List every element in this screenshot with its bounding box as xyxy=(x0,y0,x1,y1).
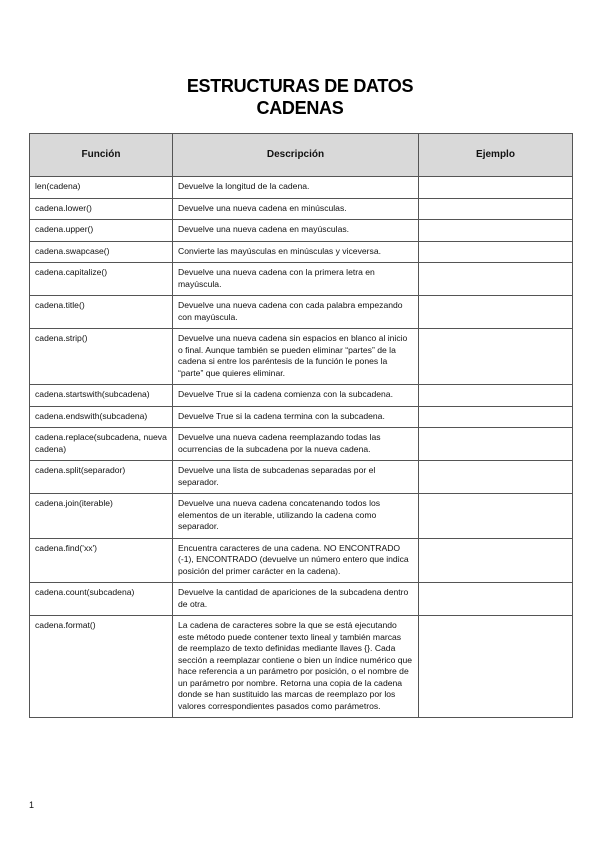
description-cell: Devuelve una nueva cadena con la primera letra en mayúscula. xyxy=(173,263,419,296)
description-cell: Devuelve una nueva cadena reemplazando todas las ocurrencias de la subcadena por la nueva cadena. xyxy=(173,428,419,461)
title-line-1: ESTRUCTURAS DE DATOS xyxy=(186,76,414,96)
example-cell xyxy=(419,616,573,718)
table-row xyxy=(30,494,573,539)
function-cell: cadena.title() xyxy=(30,296,173,329)
function-cell: cadena.endswith(subcadena) xyxy=(30,406,173,428)
description-cell: Devuelve una nueva cadena sin espacios en blanco al inicio o final. Aunque también se pueden eliminar “partes” de la cadena si entre los paréntesis de la función le pones la “parte” que quieres eliminar. xyxy=(173,329,419,385)
function-cell: cadena.swapcase() xyxy=(30,241,173,263)
function-cell: cadena.lower() xyxy=(30,198,173,220)
example-cell xyxy=(419,329,573,385)
table-row xyxy=(30,329,573,385)
function-cell: cadena.replace(subcadena, nueva cadena) xyxy=(30,428,173,461)
functions-table xyxy=(29,133,573,718)
function-cell: cadena.count(subcadena) xyxy=(30,583,173,616)
description-cell: Devuelve una lista de subcadenas separadas por el separador. xyxy=(173,461,419,494)
table-row xyxy=(30,538,573,583)
page-number: 1 xyxy=(29,800,35,810)
table-row xyxy=(30,583,573,616)
description-cell: Devuelve True si la cadena termina con la subcadena. xyxy=(173,406,419,428)
function-cell: cadena.split(separador) xyxy=(30,461,173,494)
function-cell: cadena.format() xyxy=(30,616,173,718)
function-cell: cadena.capitalize() xyxy=(30,263,173,296)
description-cell: Devuelve una nueva cadena con cada palabra empezando con mayúscula. xyxy=(173,296,419,329)
title-line-2: CADENAS xyxy=(256,98,344,118)
table-row xyxy=(30,263,573,296)
example-cell xyxy=(419,406,573,428)
table-row xyxy=(30,198,573,220)
header-descripcion: Descripción xyxy=(173,134,419,177)
page-title xyxy=(0,75,600,119)
example-cell xyxy=(419,198,573,220)
table-row xyxy=(30,461,573,494)
example-cell xyxy=(419,461,573,494)
example-cell xyxy=(419,583,573,616)
example-cell xyxy=(419,385,573,407)
description-cell: Encuentra caracteres de una cadena. NO ENCONTRADO (-1), ENCONTRADO (devuelve un número entero que indica posición del primer carácter en la cadena). xyxy=(173,538,419,583)
example-cell xyxy=(419,241,573,263)
table-row xyxy=(30,296,573,329)
description-cell: La cadena de caracteres sobre la que se está ejecutando este método puede contener texto lineal y también marcas de reemplazo de texto definidas mediante llaves {}. Cada sección a reemplazar contiene o bien un índice numérico que hace referencia a un parámetro por posición, o el nombre de un parámetro por nombre. Retorna una copia de la cadena donde se han sustituido las marcas de reemplazo por los valores correspondientes pasados como parámetros. xyxy=(173,616,419,718)
table-row xyxy=(30,428,573,461)
table-row xyxy=(30,616,573,718)
example-cell xyxy=(419,220,573,242)
description-cell: Devuelve la longitud de la cadena. xyxy=(173,177,419,199)
function-cell: cadena.startswith(subcadena) xyxy=(30,385,173,407)
table-row xyxy=(30,220,573,242)
table-row xyxy=(30,177,573,199)
description-cell: Devuelve una nueva cadena en minúsculas. xyxy=(173,198,419,220)
description-cell: Devuelve la cantidad de apariciones de la subcadena dentro de otra. xyxy=(173,583,419,616)
example-cell xyxy=(419,428,573,461)
example-cell xyxy=(419,177,573,199)
table-row xyxy=(30,241,573,263)
function-cell: cadena.find('xx') xyxy=(30,538,173,583)
table-row xyxy=(30,406,573,428)
function-cell: cadena.join(iterable) xyxy=(30,494,173,539)
example-cell xyxy=(419,296,573,329)
description-cell: Devuelve una nueva cadena concatenando todos los elementos de un iterable, utilizando la cadena como separador. xyxy=(173,494,419,539)
description-cell: Convierte las mayúsculas en minúsculas y viceversa. xyxy=(173,241,419,263)
function-cell: cadena.upper() xyxy=(30,220,173,242)
description-cell: Devuelve una nueva cadena en mayúsculas. xyxy=(173,220,419,242)
table-row xyxy=(30,385,573,407)
function-cell: len(cadena) xyxy=(30,177,173,199)
function-cell: cadena.strip() xyxy=(30,329,173,385)
header-ejemplo: Ejemplo xyxy=(419,134,573,177)
header-row xyxy=(30,134,573,177)
description-cell: Devuelve True si la cadena comienza con la subcadena. xyxy=(173,385,419,407)
example-cell xyxy=(419,538,573,583)
header-funcion: Función xyxy=(30,134,173,177)
example-cell xyxy=(419,263,573,296)
example-cell xyxy=(419,494,573,539)
